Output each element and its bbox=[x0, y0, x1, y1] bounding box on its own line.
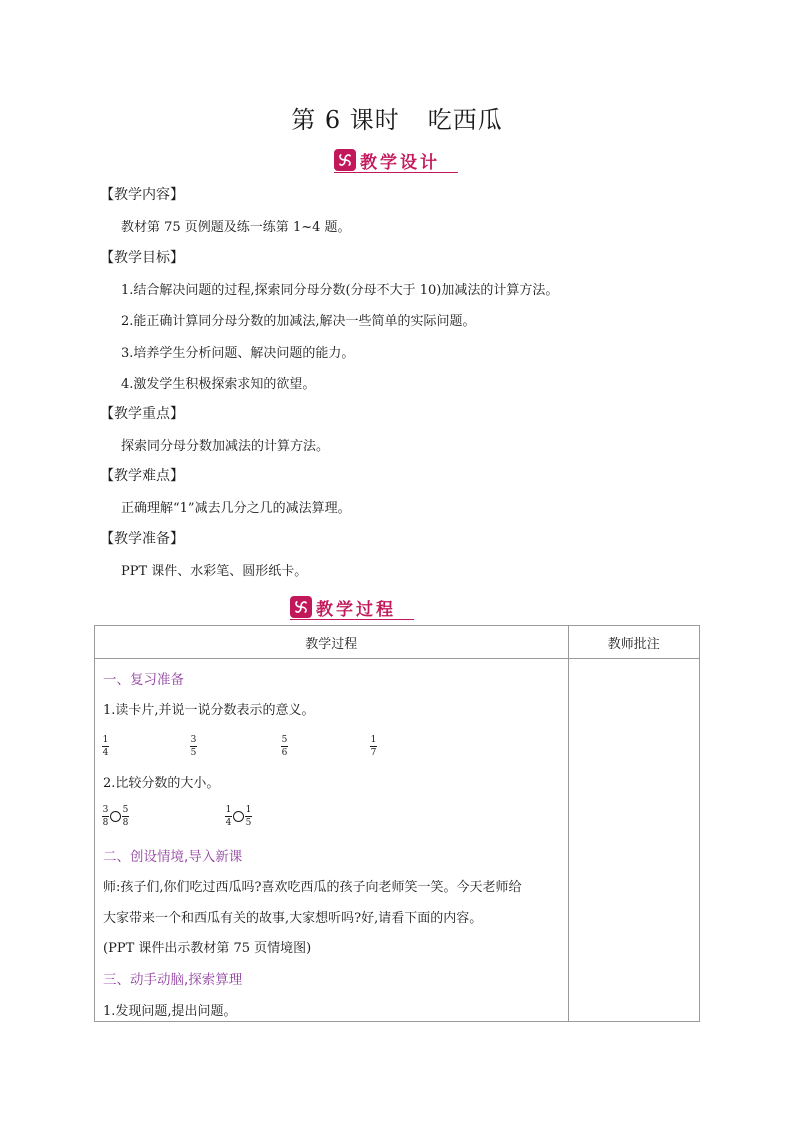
section-text: 探索同分母分数加减法的计算方法。 bbox=[121, 439, 330, 454]
flower-logo-icon bbox=[334, 149, 356, 171]
teacher-notes-cell bbox=[568, 659, 699, 1022]
process-cell bbox=[95, 659, 569, 1022]
compare-circle-icon bbox=[110, 811, 121, 822]
section-text: 正确理解“1”减去几分之几的减法算理。 bbox=[121, 501, 351, 516]
teaching-process-table bbox=[94, 625, 700, 1022]
lesson-topic: 吃西瓜 bbox=[427, 106, 503, 134]
banner-title: 教学过程 bbox=[316, 599, 396, 620]
goal-item: 4.激发学生积极探索求知的欲望。 bbox=[121, 377, 316, 392]
fraction: 1 4 bbox=[102, 735, 109, 758]
goal-item: 2.能正确计算同分母分数的加减法,解决一些简单的实际问题。 bbox=[121, 314, 476, 329]
column-header-notes: 教师批注 bbox=[568, 626, 699, 659]
part-heading: 三、动手动脑,探索算理 bbox=[103, 972, 243, 988]
goal-item: 3.培养学生分析问题、解决问题的能力。 bbox=[121, 346, 355, 361]
page-title bbox=[0, 100, 794, 135]
flower-logo-icon bbox=[290, 596, 312, 618]
fraction: 5 6 bbox=[281, 735, 288, 758]
goal-item: 1.结合解决问题的过程,探索同分母分数(分母不大于 10)加减法的计算方法。 bbox=[121, 283, 559, 298]
section-label-key-points: 【教学重点】 bbox=[100, 406, 184, 422]
part-heading: 二、创设情境,导入新课 bbox=[103, 849, 243, 865]
fraction-comparison: $\frac{1}{4}$ $\frac{1}{5}$ bbox=[225, 805, 252, 828]
banner-underline bbox=[334, 172, 458, 173]
fraction: 1 7 bbox=[370, 735, 377, 758]
section-text: PPT 课件、水彩笔、圆形纸卡。 bbox=[121, 564, 308, 579]
column-header-process: 教学过程 bbox=[95, 626, 569, 659]
ppt-note: (PPT 课件出示教材第 75 页情境图) bbox=[103, 941, 312, 956]
teacher-dialogue: 师:孩子们,你们吃过西瓜吗?喜欢吃西瓜的孩子向老师笑一笑。今天老师给 bbox=[103, 880, 522, 895]
section-text: 教材第 75 页例题及练一练第 1~4 题。 bbox=[121, 220, 351, 235]
exercise-item: 1.读卡片,并说一说分数表示的意义。 bbox=[103, 703, 315, 718]
section-label-goals: 【教学目标】 bbox=[100, 250, 184, 266]
section-label-preparation: 【教学准备】 bbox=[100, 531, 184, 547]
part-heading: 一、复习准备 bbox=[103, 672, 184, 688]
teacher-dialogue: 大家带来一个和西瓜有关的故事,大家想听吗?好,请看下面的内容。 bbox=[103, 911, 483, 926]
section-label-content: 【教学内容】 bbox=[100, 187, 184, 203]
compare-circle-icon bbox=[233, 811, 244, 822]
exercise-item: 2.比较分数的大小。 bbox=[103, 776, 220, 791]
section-label-difficulties: 【教学难点】 bbox=[100, 468, 184, 484]
fraction-comparison: $\frac{3}{8}$ $\frac{5}{8}$ bbox=[102, 805, 129, 828]
fraction: 3 5 bbox=[190, 735, 197, 758]
teaching-process-banner bbox=[290, 594, 408, 620]
lesson-number: 第 6 课时 bbox=[291, 106, 400, 134]
banner-title: 教学设计 bbox=[360, 152, 440, 173]
teaching-design-banner bbox=[334, 147, 452, 173]
exercise-item: 1.发现问题,提出问题。 bbox=[103, 1004, 237, 1019]
banner-underline bbox=[290, 619, 414, 620]
